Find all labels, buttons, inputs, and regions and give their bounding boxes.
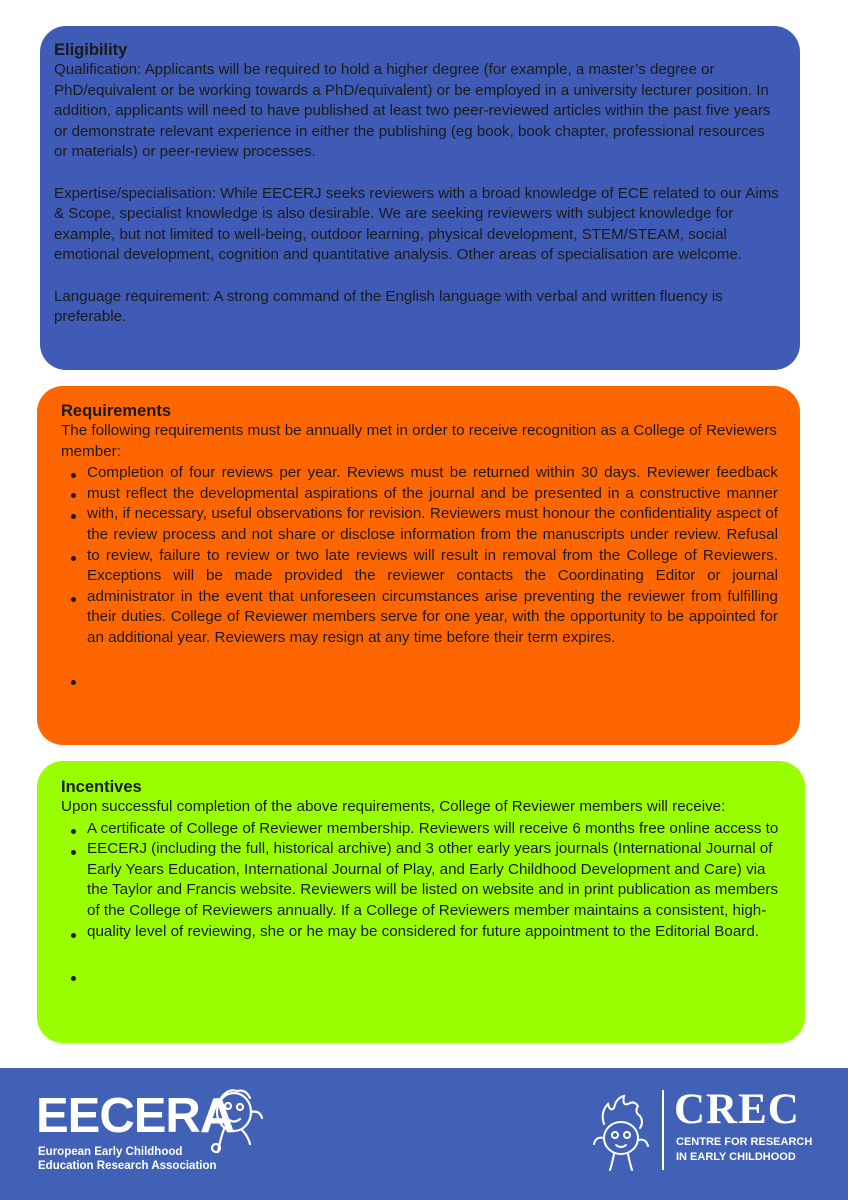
requirements-title: Requirements (61, 402, 172, 420)
requirements-list (61, 463, 778, 648)
bullet-icon (71, 514, 76, 519)
bullet-icon (71, 680, 76, 685)
child-flame-drawing-icon (590, 1094, 656, 1174)
bullet-icon (71, 556, 76, 561)
bullet-icon (71, 933, 76, 938)
bullet-icon (71, 850, 76, 855)
eecera-line1: European Early Childhood (38, 1146, 183, 1158)
expertise-paragraph: Expertise/specialisation: While EECERJ seeks reviewers with a broad knowledge of ECE related to our Aims & Scope, specialist knowledge is also desirable. We are seeking reviewers with subject knowledge for example, but not limited to well-being, outdoor learning, physical development, STEM/STEAM, social emotional development, cognition and quantitative analysis. Other areas of specialisation are welcome. (54, 184, 779, 264)
requirements-card (37, 386, 800, 745)
footer (0, 1068, 848, 1200)
eligibility-card (40, 26, 800, 370)
child-drawing-icon (204, 1086, 268, 1160)
crec-line1: CENTRE FOR RESEARCH (676, 1136, 813, 1148)
crec-divider (662, 1090, 664, 1170)
incentives-list (61, 819, 783, 943)
bullet-icon (71, 473, 76, 478)
bullet-icon (71, 829, 76, 834)
eecera-line2: Education Research Association (38, 1160, 217, 1172)
requirements-intro: The following requirements must be annually met in order to receive recognition as a College of Reviewers member: (61, 422, 777, 460)
incentives-body: A certificate of College of Reviewer membership. Reviewers will receive 6 months free online access to EECERJ (including the full, historical archive) and 3 other early years journals (International Journal of Early Years Education, International Journal of Play, and Early Childhood Development and Care) via the Taylor and Francis website. Reviewers will be listed on website and in print publication as members of the College of Reviewers annually. If a College of Reviewers member maintains a consistent, high-quality level of reviewing, she or he may be considered for future appointment to the Editorial Board. (87, 819, 779, 940)
crec-logo (580, 1086, 820, 1186)
qualification-paragraph: Qualification: Applicants will be required to hold a higher degree (for example, a master’s degree or PhD/equivalent or be working towards a PhD/equivalent) or be employed in a university lecturer position. In addition, applicants will need to have published at least two peer-reviewed articles within the past five years or demonstrate relevant experience in either the publishing (eg book, book chapter, professional resources or materials) or peer-review processes. (54, 61, 771, 161)
eecera-logo (36, 1086, 266, 1186)
eligibility-title: Eligibility (54, 41, 128, 59)
requirements-body: Completion of four reviews per year. Reviews must be returned within 30 days. Reviewer feedback must reflect the developmental aspirations of the journal and be presented in a constructive manner with, if necessary, useful observations for revision. Reviewers must honour the confidentiality aspect of the review process and not share or disclose information from the manuscripts under review. Refusal to review, failure to review or two late reviews will result in removal from the College of Reviewers. Exceptions will be made provided the reviewer contacts the Coordinating Editor or journal administrator in the event that unforeseen circumstances arise preventing the reviewer from fulfilling their duties. College of Reviewer members serve for one year, with the opportunity to be appointed for an additional year. Reviewers may resign at any time before their term expires. (87, 464, 778, 646)
incentives-intro: Upon successful completion of the above requirements, College of Reviewer members will receive: (61, 798, 726, 815)
bullet-icon (71, 597, 76, 602)
language-paragraph: Language requirement: A strong command of the English language with verbal and written fluency is preferable. (54, 287, 723, 326)
bullet-icon (71, 976, 76, 981)
bullet-icon (71, 493, 76, 498)
incentives-card (37, 761, 805, 1043)
crec-line2: IN EARLY CHILDHOOD (676, 1151, 796, 1163)
crec-wordmark: CREC (674, 1086, 800, 1133)
eecera-wordmark: EECERA (36, 1089, 235, 1143)
incentives-title: Incentives (61, 778, 142, 796)
